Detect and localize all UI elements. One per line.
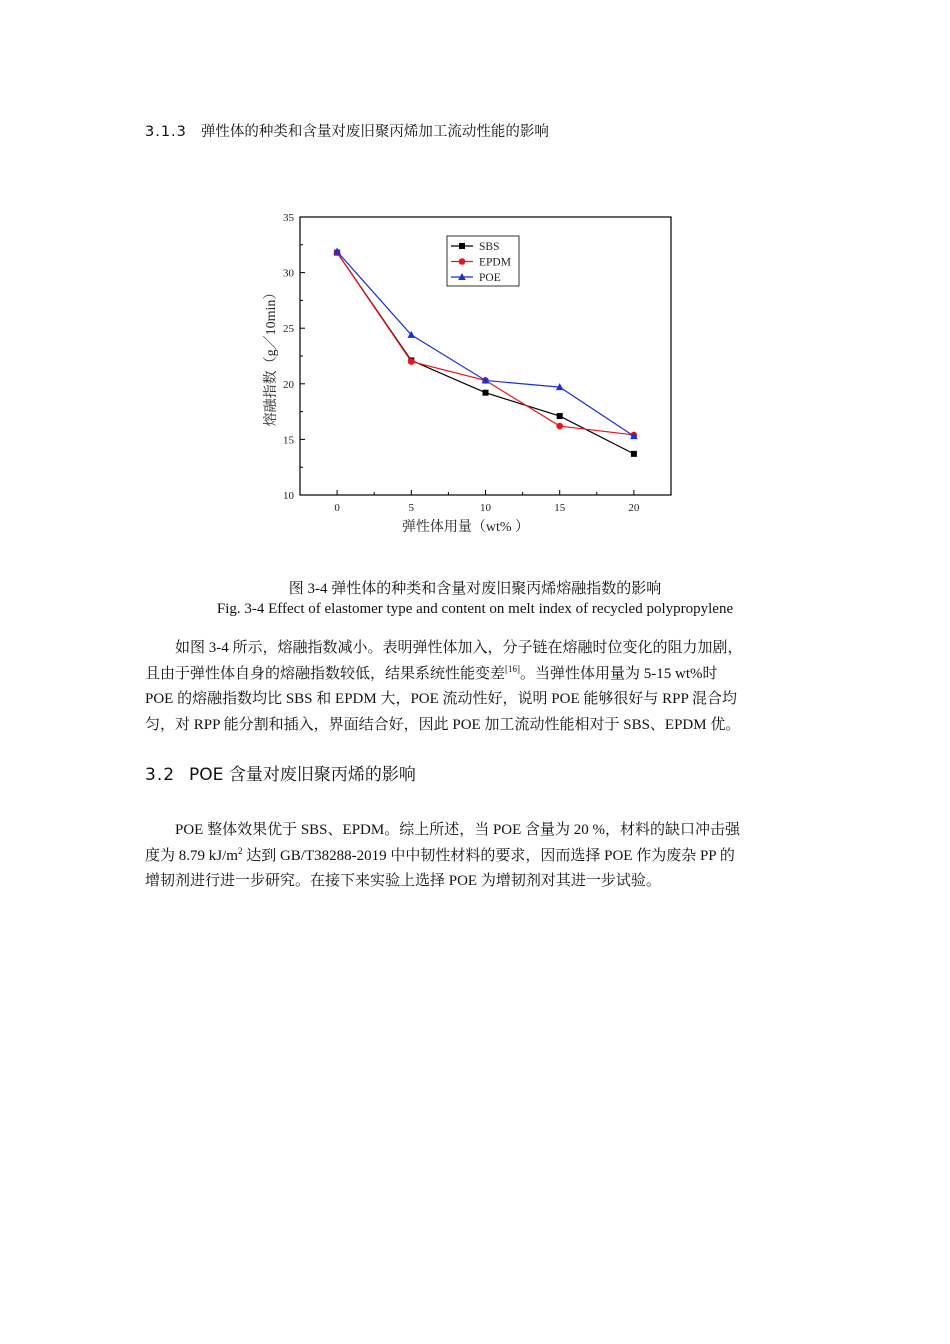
- y-tick-label: 15: [283, 434, 294, 447]
- superscript: 2: [237, 845, 243, 856]
- section-number: 3.1.3: [145, 124, 187, 140]
- x-tick-label: 20: [628, 502, 640, 514]
- text-line: [145, 844, 807, 870]
- x-axis-label: 弹性体用量（wt% ）: [401, 520, 530, 535]
- data-point-sbs: [483, 390, 489, 396]
- legend-marker-sbs: [459, 243, 465, 249]
- x-tick-label: 5: [408, 502, 415, 514]
- text-line: 增韧剂进行进一步研究。在接下来实验上选择 POE 为增韧剂对其进一步试验。: [145, 873, 661, 889]
- melt-index-chart: [255, 205, 685, 535]
- section-number: 3.2: [145, 765, 176, 785]
- section-heading-3-1-3: [145, 120, 549, 141]
- y-tick-label: 25: [283, 323, 294, 336]
- y-tick-label: 20: [283, 378, 294, 391]
- legend-marker-epdm: [459, 258, 466, 265]
- paragraph-poe-conclusion: [145, 818, 807, 895]
- text-segment: 达到 GB/T38288-2019 中中韧性材料的要求，因而选择 POE 作为废杂 PP 的: [242, 847, 735, 864]
- x-tick-label: 15: [554, 502, 566, 514]
- x-tick-label: 0: [334, 502, 340, 514]
- y-tick-label: 10: [283, 490, 294, 502]
- citation-ref: [16]: [505, 663, 521, 674]
- text-segment: 且由于弹性体自身的熔融指数较低，结果系统性能变差: [145, 665, 506, 682]
- paragraph-melt-index-discussion: [145, 636, 807, 738]
- x-tick-label: 10: [480, 502, 491, 514]
- text-line: POE 整体效果优于 SBS、EPDM。综上所述，当 POE 含量为 20 %，材料的缺口冲击强: [175, 822, 741, 838]
- text-line: 匀，对 RPP 能分割和插入，界面结合好，因此 POE 加工流动性能相对于 SBS、EPDM 优。: [145, 716, 741, 733]
- section-heading-3-2: [145, 760, 416, 785]
- section-title: 弹性体的种类和含量对废旧聚丙烯加工流动性能的影响: [200, 124, 549, 140]
- data-point-epdm: [556, 423, 563, 430]
- data-point-sbs: [631, 451, 637, 457]
- section-title: POE 含量对废旧聚丙烯的影响: [189, 765, 416, 785]
- legend-label-sbs: SBS: [479, 241, 500, 253]
- y-tick-label: 30: [283, 267, 294, 280]
- text-segment: 度为 8.79 kJ/m: [145, 847, 238, 864]
- text-line: 如图 3-4 所示，熔融指数减小。表明弹性体加入，分子链在熔融时位变化的阻力加剧，: [175, 640, 743, 656]
- y-tick-label: 35: [283, 212, 294, 224]
- data-point-epdm: [408, 358, 415, 365]
- text-line: [145, 662, 807, 688]
- legend-label-epdm: EPDM: [479, 256, 511, 269]
- legend-label-poe: POE: [479, 272, 501, 284]
- data-point-sbs: [557, 413, 563, 419]
- text-segment: 。当弹性体用量为 5-15 wt%时: [520, 665, 718, 682]
- figure-caption-en: Fig. 3-4 Effect of elastomer type and content on melt index of recycled polypropylene: [216, 601, 734, 617]
- y-axis-label: 熔融指数（g／10min）: [264, 285, 279, 427]
- figure-caption-cn: 图 3-4 弹性体的种类和含量对废旧聚丙烯熔融指数的影响: [288, 581, 662, 597]
- text-line: POE 的熔融指数均比 SBS 和 EPDM 大，POE 流动性好，说明 POE 能够很好与 RPP 混合均: [145, 691, 738, 707]
